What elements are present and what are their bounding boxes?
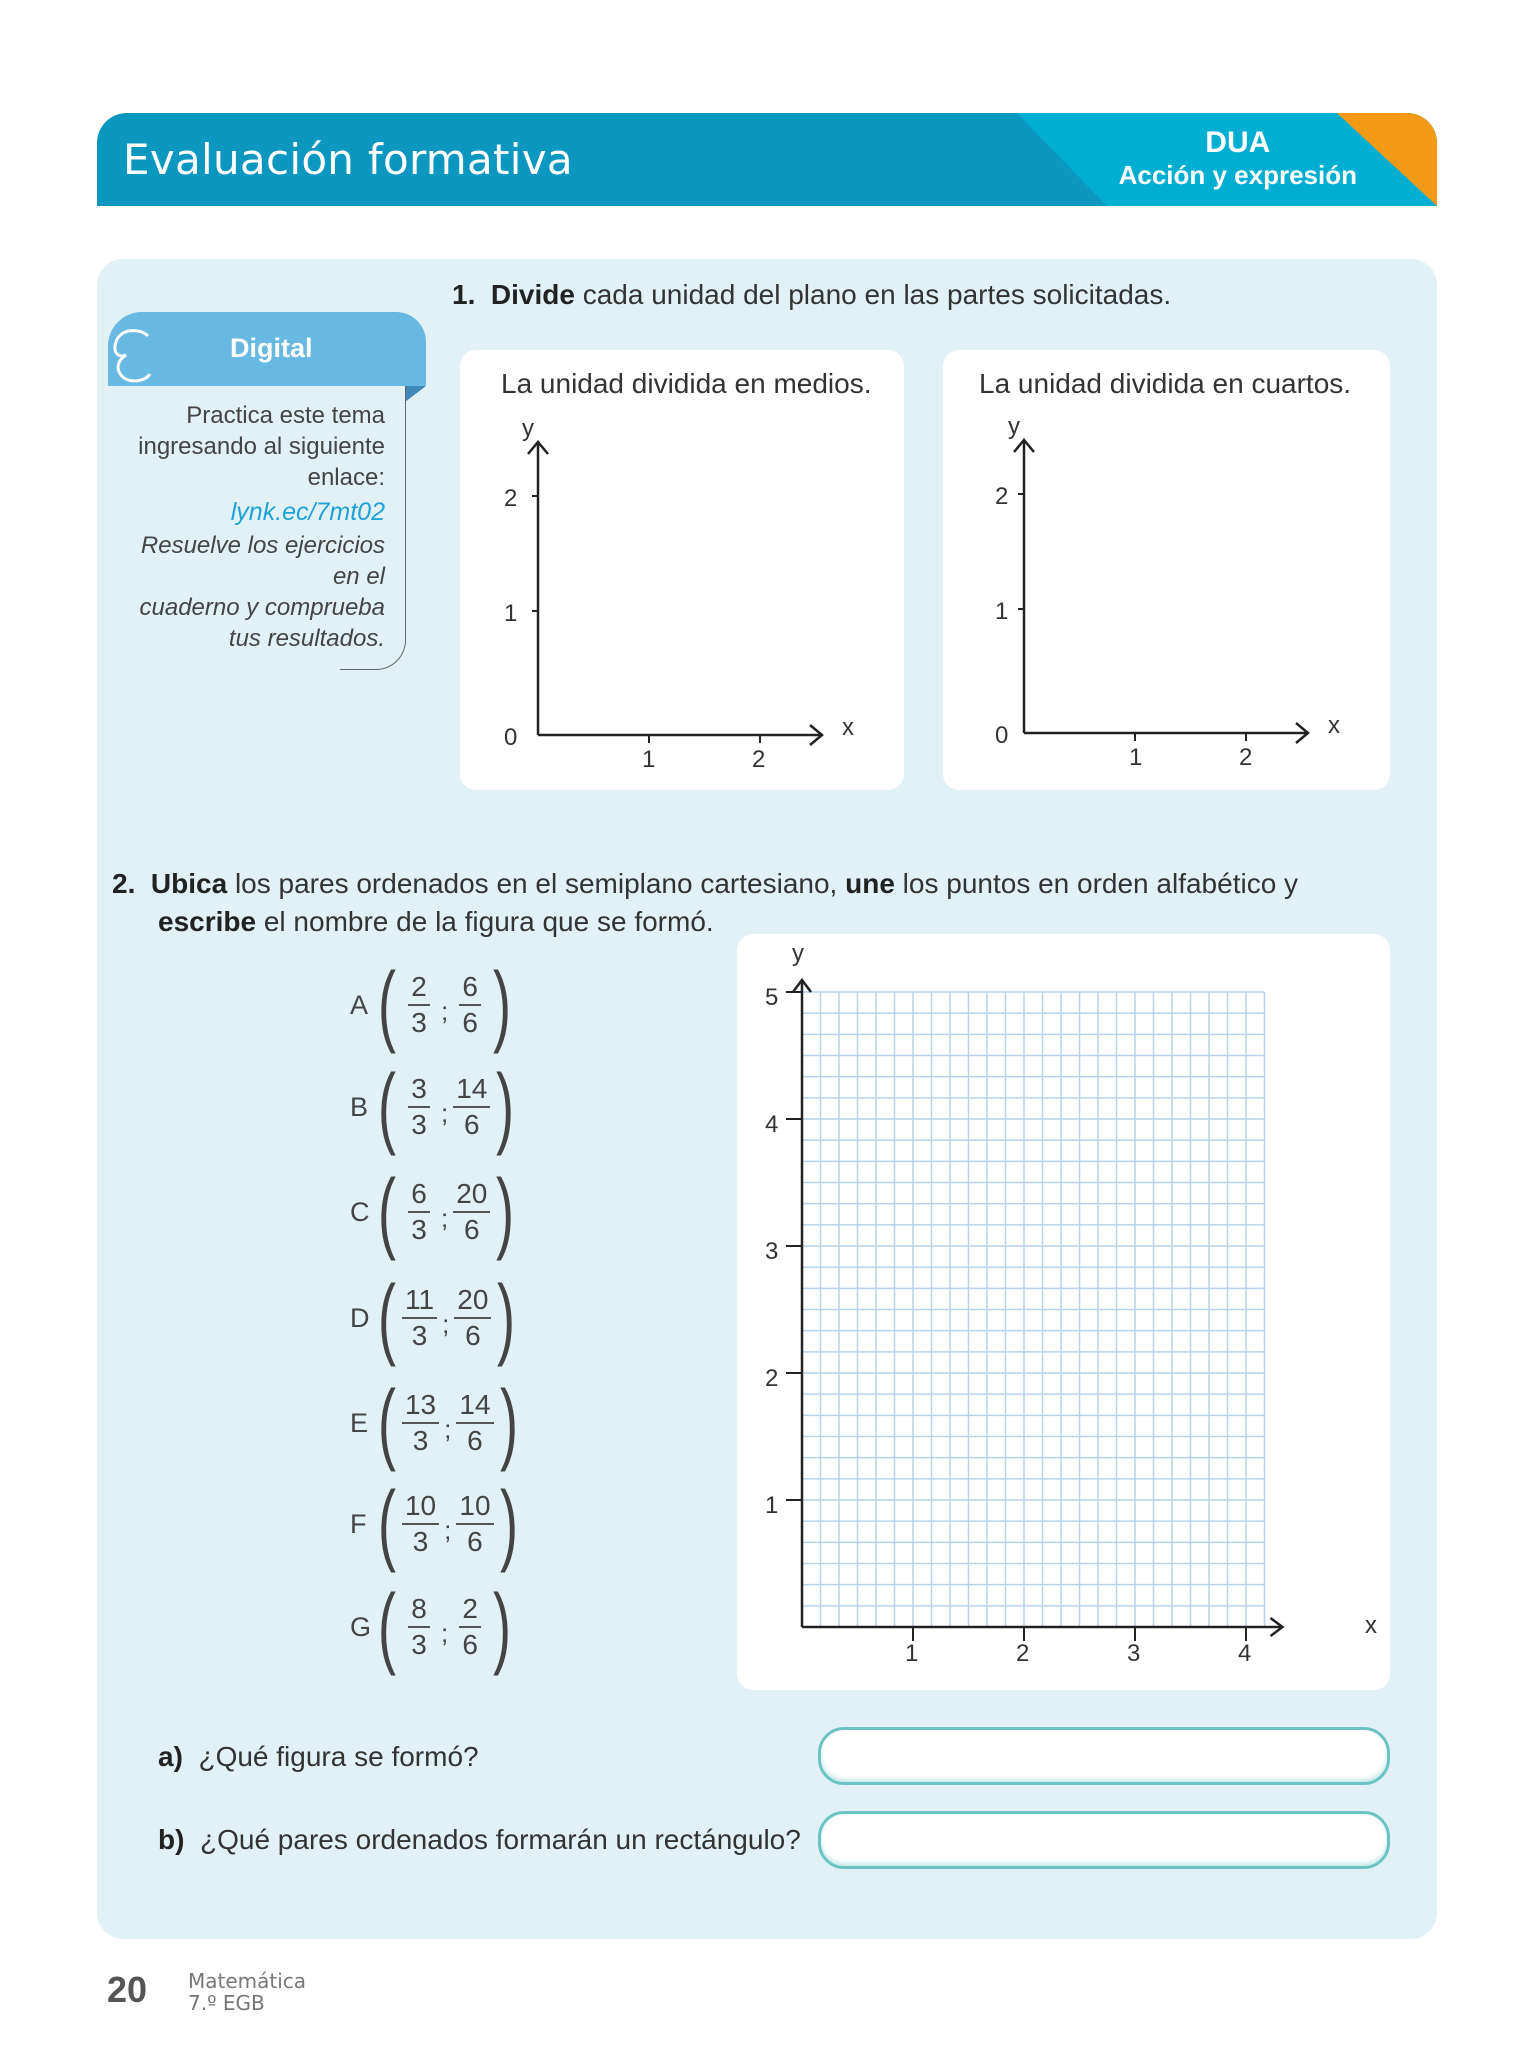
q2-verb-1: Ubica xyxy=(150,868,228,899)
point-d: D ( $\frac{11}{3}$ ; $\frac{20}{6}$ ) xyxy=(350,1268,516,1368)
sub-question-a xyxy=(158,1738,479,1776)
answer-a-input[interactable] xyxy=(818,1727,1390,1785)
section-title: Evaluación formativa xyxy=(123,135,573,184)
cartesian-grid[interactable] xyxy=(737,934,1390,1690)
point-g-label: G xyxy=(350,1611,372,1642)
q1-halves-x-tick-2: 2 xyxy=(752,746,766,773)
answer-b-input[interactable] xyxy=(818,1811,1390,1869)
q1-halves-x-tick-1: 1 xyxy=(642,746,656,773)
footer-subject xyxy=(188,1970,306,2014)
sub-a-label: a) xyxy=(158,1741,183,1772)
q1-card-quarters xyxy=(943,350,1390,790)
digital-body xyxy=(108,400,385,654)
grid-y-tick-2: 2 xyxy=(765,1365,779,1392)
q1-halves-y-label: y xyxy=(522,415,534,442)
q1-halves-y-tick-1: 1 xyxy=(504,600,518,627)
grid-y-tick-4: 4 xyxy=(765,1111,779,1138)
grid-y-tick-5: 5 xyxy=(765,984,779,1011)
q1-halves-y-tick-2: 2 xyxy=(504,485,518,512)
grid-x-tick-3: 3 xyxy=(1127,1640,1141,1667)
grid-y-tick-1: 1 xyxy=(765,1492,779,1519)
question-1 xyxy=(452,276,1171,314)
q1-quarters-x-tick-1: 1 xyxy=(1129,744,1143,771)
section-header xyxy=(97,113,1437,206)
point-f: F ( $\frac{10}{3}$ ; $\frac{10}{6}$ ) xyxy=(350,1474,518,1574)
q2-text-3: el nombre de la figura que se formó. xyxy=(263,906,714,937)
q2-verb-3: escribe xyxy=(158,906,257,937)
q1-verb: Divide xyxy=(490,279,575,310)
point-f-label: F xyxy=(350,1508,367,1539)
grid-y-label: y xyxy=(792,940,804,967)
q1-halves-y-tick-0: 0 xyxy=(504,724,518,751)
q1-card-quarters-title: La unidad dividida en cuartos. xyxy=(979,368,1352,399)
q1-quarters-y-label: y xyxy=(1008,413,1020,440)
q1-quarters-x-tick-2: 2 xyxy=(1239,744,1253,771)
sub-b-text: ¿Qué pares ordenados formarán un rectángulo? xyxy=(200,1824,801,1855)
point-d-label: D xyxy=(350,1302,370,1333)
digital-line-3: enlace: xyxy=(307,464,385,491)
point-g: G ( $\frac{8}{3}$ ; $\frac{2}{6}$ ) xyxy=(350,1577,512,1677)
q1-quarters-x-label: x xyxy=(1328,712,1340,739)
q2-grid-card xyxy=(737,934,1390,1690)
q1-number: 1. xyxy=(452,279,476,310)
footer-grade: 7.º EGB xyxy=(188,1991,265,2015)
dua-title: DUA xyxy=(1205,126,1271,159)
dua-badge xyxy=(1119,127,1357,191)
point-c-label: C xyxy=(350,1196,370,1227)
digital-label: Digital xyxy=(230,333,313,363)
point-e: E ( $\frac{13}{3}$ ; $\frac{14}{6}$ ) xyxy=(350,1373,518,1473)
sub-b-label: b) xyxy=(158,1824,185,1855)
point-b: B ( $\frac{3}{3}$ ; $\frac{14}{6}$ ) xyxy=(350,1057,515,1157)
q2-verb-2: une xyxy=(845,868,895,899)
digital-c-icon xyxy=(110,326,158,384)
question-2 xyxy=(112,865,1392,941)
point-a: A ( $\frac{2}{3}$ ; $\frac{6}{6}$ ) xyxy=(350,955,512,1055)
sub-a-text: ¿Qué figura se formó? xyxy=(198,1741,479,1772)
grid-x-label: x xyxy=(1365,1612,1377,1639)
digital-line-2: ingresando al siguiente xyxy=(138,433,385,460)
dua-subtitle: Acción y expresión xyxy=(1118,160,1357,190)
digital-line-1: Practica este tema xyxy=(186,402,385,429)
digital-note-2: cuaderno y comprueba xyxy=(139,594,385,621)
footer-subject-name: Matemática xyxy=(188,1969,307,1993)
q2-number: 2. xyxy=(112,868,136,899)
q1-text: cada unidad del plano en las partes solicitadas. xyxy=(582,279,1172,310)
sub-question-b xyxy=(158,1821,801,1859)
point-a-label: A xyxy=(350,989,369,1020)
q1-card-halves-title: La unidad dividida en medios. xyxy=(501,368,872,399)
digital-note-1: Resuelve los ejercicios en el xyxy=(140,532,385,590)
grid-x-tick-2: 2 xyxy=(1016,1640,1030,1667)
point-e-label: E xyxy=(350,1407,369,1438)
q1-quarters-y-tick-1: 1 xyxy=(995,598,1009,625)
point-c: C ( $\frac{6}{3}$ ; $\frac{20}{6}$ ) xyxy=(350,1162,515,1262)
q2-text-1: los pares ordenados en el semiplano cartesiano, xyxy=(234,868,838,899)
point-b-label: B xyxy=(350,1091,369,1122)
q1-halves-x-label: x xyxy=(842,714,854,741)
q1-quarters-y-tick-2: 2 xyxy=(995,483,1009,510)
q1-quarters-y-tick-0: 0 xyxy=(995,722,1009,749)
q2-text-2: los puntos en orden alfabético y xyxy=(902,868,1299,899)
grid-x-tick-4: 4 xyxy=(1238,1640,1252,1667)
grid-y-tick-3: 3 xyxy=(765,1238,779,1265)
digital-link[interactable]: lynk.ec/7mt02 xyxy=(230,498,385,526)
q1-card-halves xyxy=(460,350,904,790)
digital-note-3: tus resultados. xyxy=(228,625,385,652)
page-number: 20 xyxy=(107,1969,148,2010)
grid-x-tick-1: 1 xyxy=(905,1640,919,1667)
